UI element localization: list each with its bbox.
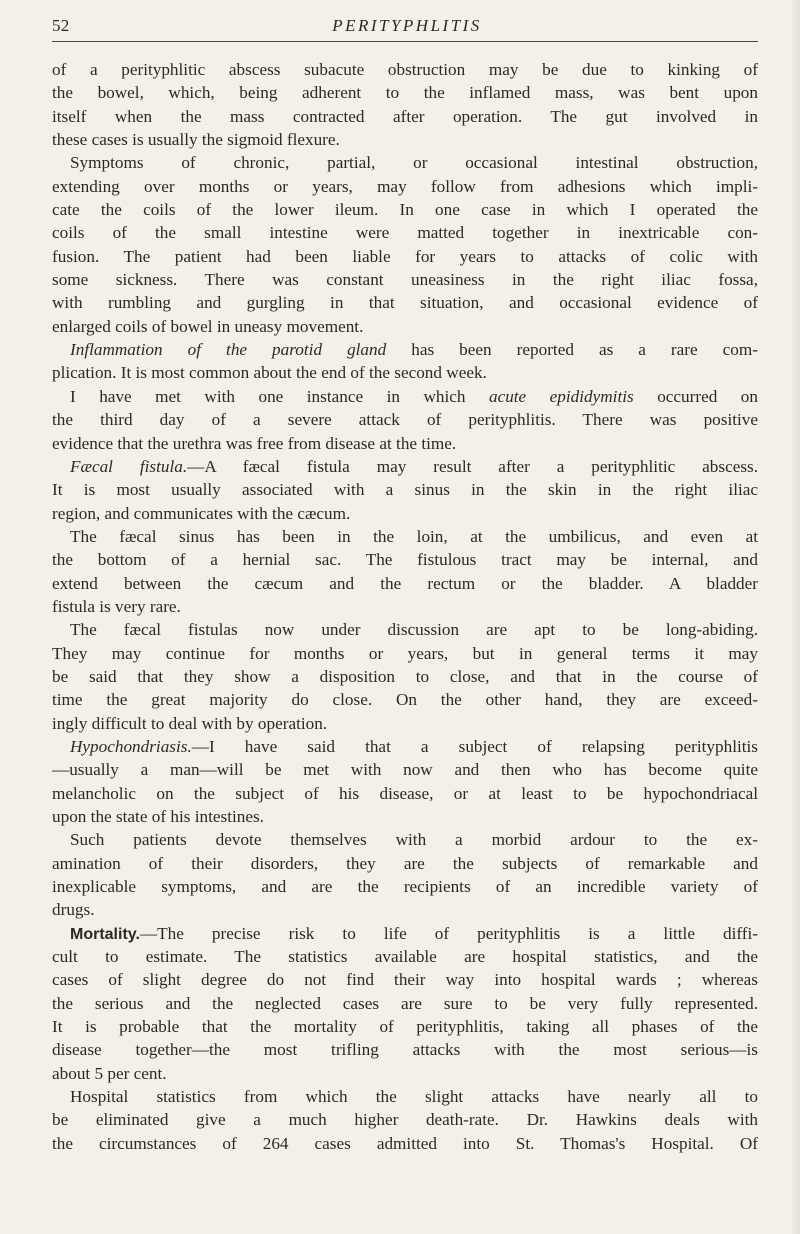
text-run: the bowel, which, being adherent to the inflamed mass, was bent upon: [52, 83, 758, 103]
text-line: [52, 1108, 758, 1131]
text-run: of a perityphlitic abscess subacute obstruction may be due to kinking of: [52, 60, 758, 79]
text-run: disease together—the most trifling attacks with the most serious—is: [52, 1040, 758, 1060]
text-line: [52, 1015, 758, 1038]
text-run: about 5 per cent.: [52, 1063, 167, 1083]
italic-term: acute epididymitis: [488, 386, 634, 406]
text-line: [52, 852, 758, 875]
text-run: upon the state of his intestines.: [52, 807, 264, 826]
text-line: [52, 1038, 758, 1061]
text-line: [52, 268, 758, 291]
section-heading: Mortality.: [70, 925, 140, 943]
text-line: [52, 572, 758, 595]
text-run: the bottom of a hernial sac. The fistulous tract may be internal, and: [52, 550, 758, 570]
text-line: [52, 595, 758, 618]
body-text: [52, 58, 758, 1155]
text-line: [52, 1132, 758, 1155]
text-line: [52, 618, 758, 641]
text-run: It is most usually associated with a sinus in the skin in the right iliac: [52, 480, 758, 500]
text-run: the third day of a severe attack of perityphlitis. There was positive: [52, 410, 758, 430]
header-rule: [52, 41, 758, 42]
text-line: [52, 548, 758, 571]
text-run: melancholic on the subject of his disease, or at least to be hypochondriacal: [52, 783, 758, 803]
text-run: plication. It is most common about the end of the second week.: [52, 363, 487, 383]
text-line: [52, 712, 758, 735]
text-line: [52, 525, 758, 548]
text-run: —A fæcal fistula may result after a perityphlitic abscess.: [187, 456, 758, 476]
text-run: The fæcal sinus has been in the loin, at the umbilicus, and even at: [70, 526, 758, 546]
text-run: I have met with one instance in which: [70, 386, 489, 406]
italic-term: Hypochondriasis.: [70, 736, 192, 756]
page-edge-shadow: [790, 0, 800, 1234]
text-line: [52, 58, 758, 81]
text-line: [52, 1062, 758, 1085]
text-line: [52, 315, 758, 338]
text-line: [52, 758, 758, 781]
text-run: enlarged coils of bowel in uneasy movement.: [52, 316, 364, 336]
text-line: [52, 105, 758, 128]
text-line: [52, 128, 758, 151]
text-run: cases of slight degree do not find their way into hospital wards ; whereas: [52, 970, 758, 990]
text-run: —usually a man—will be met with now and then who has become quite: [52, 760, 758, 780]
text-line: [52, 665, 758, 688]
text-line: [52, 151, 758, 174]
text-run: with rumbling and gurgling in that situation, and occasional evidence of: [52, 293, 758, 313]
running-head: PERITYPHLITIS: [332, 16, 482, 35]
text-run: some sickness. There was constant uneasiness in the right iliac fossa,: [52, 270, 758, 290]
text-run: region, and communicates with the cæcum.: [52, 503, 351, 523]
text-line: [52, 221, 758, 244]
text-run: be said that they show a disposition to close, and that in the course of: [52, 666, 758, 686]
text-line: [52, 478, 758, 501]
text-run: extending over months or years, may follow from adhesions which impli-: [52, 176, 758, 196]
text-run: Such patients devote themselves with a morbid ardour to the ex-: [70, 830, 758, 850]
text-line: [52, 455, 758, 478]
text-run: Symptoms of chronic, partial, or occasional intestinal obstruction,: [70, 153, 758, 173]
text-line: [52, 432, 758, 455]
text-line: [52, 688, 758, 711]
text-run: cate the coils of the lower ileum. In one case in which I operated the: [52, 200, 758, 220]
text-line: [52, 898, 758, 921]
text-run: fistula is very rare.: [52, 596, 181, 616]
text-run: It is probable that the mortality of perityphlitis, taking all phases of the: [52, 1017, 758, 1037]
text-run: Hospital statistics from which the slight attacks have nearly all to: [70, 1087, 758, 1107]
text-run: evidence that the urethra was free from disease at the time.: [52, 433, 457, 453]
italic-term: Inflammation of the parotid gland: [70, 340, 387, 360]
text-run: has been reported as a rare com-: [386, 340, 758, 360]
italic-term: Fæcal fistula.: [70, 456, 188, 476]
text-line: [52, 198, 758, 221]
text-run: amination of their disorders, they are the subjects of remarkable and: [52, 853, 758, 873]
text-line: [52, 875, 758, 898]
text-run: itself when the mass contracted after operation. The gut involved in: [52, 106, 758, 126]
text-line: [52, 735, 758, 758]
text-run: fusion. The patient had been liable for years to attacks of colic with: [52, 246, 758, 266]
text-line: [52, 81, 758, 104]
text-run: They may continue for months or years, but in general terms it may: [52, 643, 758, 663]
text-run: be eliminated give a much higher death-rate. Dr. Hawkins deals with: [52, 1110, 758, 1130]
text-run: —I have said that a subject of relapsing perityphlitis: [191, 736, 758, 756]
text-run: the circumstances of 264 cases admitted into St. Thomas's Hospital. Of: [52, 1133, 758, 1153]
text-line: [52, 805, 758, 828]
page-number: 52: [52, 16, 70, 35]
text-run: extend between the cæcum and the rectum or the bladder. A bladder: [52, 573, 758, 593]
text-run: these cases is usually the sigmoid flexure.: [52, 130, 340, 150]
text-run: coils of the small intestine were matted together in inextricable con-: [52, 223, 758, 243]
text-line: [52, 175, 758, 198]
text-run: occurred on: [633, 386, 758, 406]
text-run: the serious and the neglected cases are sure to be very fully represented.: [52, 993, 758, 1013]
text-line: [52, 385, 758, 408]
text-run: cult to estimate. The statistics available are hospital statistics, and the: [52, 947, 758, 967]
text-run: —The precise risk to life of perityphlitis is a little diffi-: [139, 923, 758, 943]
text-line: [52, 408, 758, 431]
text-line: [52, 245, 758, 268]
text-line: [52, 922, 758, 945]
text-run: ingly difficult to deal with by operation.: [52, 713, 328, 733]
text-run: time the great majority do close. On the other hand, they are exceed-: [52, 690, 758, 710]
text-line: [52, 828, 758, 851]
text-run: drugs.: [52, 900, 95, 920]
text-line: [52, 1085, 758, 1108]
text-line: [52, 291, 758, 314]
text-line: [52, 782, 758, 805]
text-line: [52, 992, 758, 1015]
page-header: [52, 14, 762, 44]
text-line: [52, 968, 758, 991]
text-line: [52, 945, 758, 968]
text-run: The fæcal fistulas now under discussion are apt to be long-abiding.: [70, 620, 758, 640]
text-line: [52, 338, 758, 361]
text-run: inexplicable symptoms, and are the recipients of an incredible variety of: [52, 877, 758, 897]
text-line: [52, 642, 758, 665]
text-line: [52, 502, 758, 525]
text-line: [52, 361, 758, 384]
